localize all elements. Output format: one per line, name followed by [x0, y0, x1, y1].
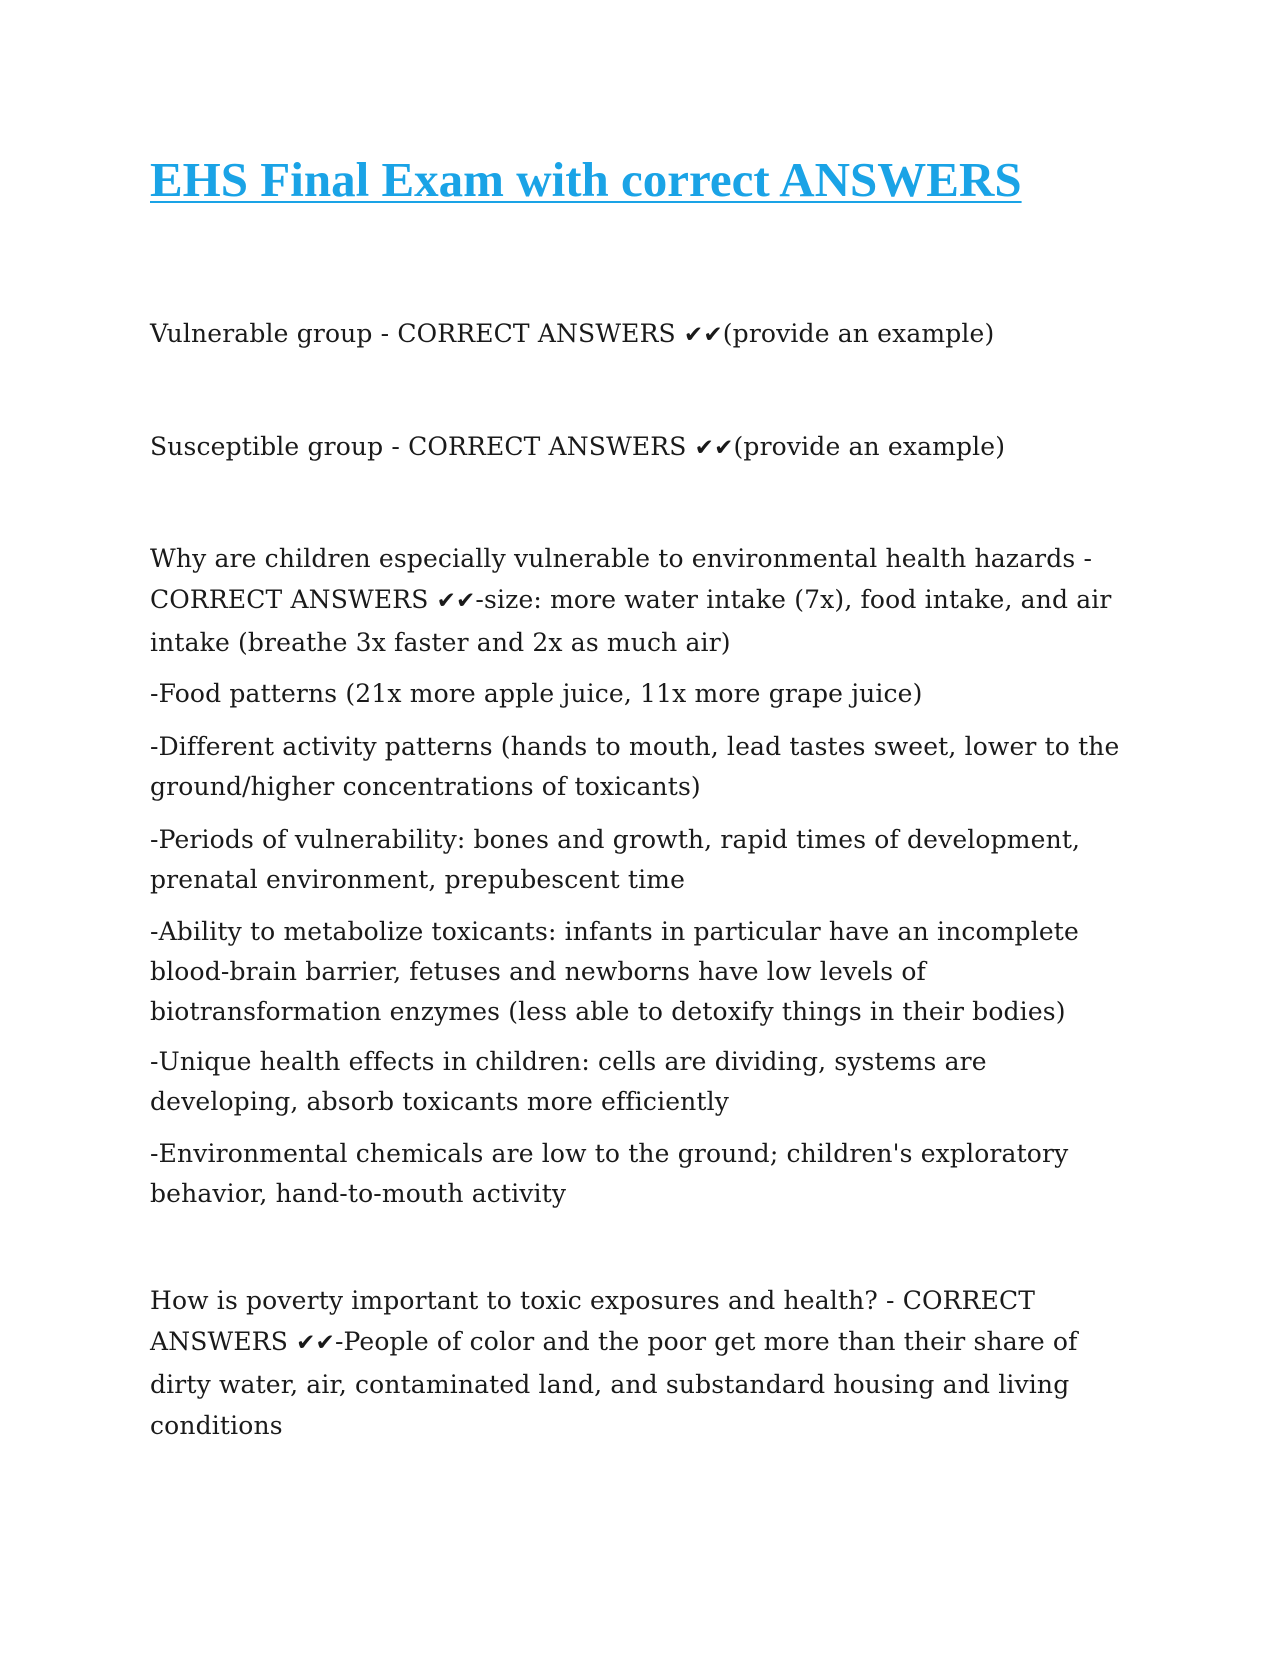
question-text: Susceptible group - CORRECT ANSWERS — [150, 432, 695, 461]
qa-item-vulnerable-group — [150, 313, 1140, 356]
answer-continuation-environmental-chemicals: -Environmental chemicals are low to the ground; children's exploratory behavior, hand-to-mouth activity — [150, 1139, 1069, 1208]
answer-text: -People of color and the poor get more than their share of dirty water, air, contaminated land, and substandard housing and living conditions — [150, 1327, 1078, 1440]
document-title: EHS Final Exam with correct ANSWERS — [150, 152, 1022, 207]
question-text: Why are children especially vulnerable to environmental health hazards - CORRECT ANSWERS — [150, 544, 1093, 614]
answer-text: (provide an example) — [722, 319, 995, 348]
answer-text: (provide an example) — [733, 432, 1006, 461]
double-checkmark-icon: ✔✔ — [296, 1330, 335, 1356]
answer-continuation-periods-of-vulnerability: -Periods of vulnerability: bones and growth, rapid times of development, prenatal environment, prepubescent time — [150, 825, 1081, 894]
answer-continuation-unique-health-effects: -Unique health effects in children: cells are dividing, systems are developing, absorb toxicants more efficiently — [150, 1047, 987, 1116]
qa-item-children-vulnerability — [150, 538, 1140, 663]
answer-continuation-metabolize-toxicants: -Ability to metabolize toxicants: infants in particular have an incomplete blood-brain barrier, fetuses and newborns have low levels of biotransformation enzymes (less able to detoxify things in their bodies) — [150, 917, 1079, 1026]
question-text: Vulnerable group - CORRECT ANSWERS — [150, 319, 684, 348]
answer-text: -size: more water intake (7x), food intake, and air intake (breathe 3x faster and 2x as much air) — [150, 585, 1112, 657]
double-checkmark-icon: ✔✔ — [694, 435, 734, 461]
double-checkmark-icon: ✔✔ — [436, 588, 476, 614]
qa-item-susceptible-group — [150, 426, 1140, 469]
question-text: How is poverty important to toxic exposures and health? - CORRECT ANSWERS — [150, 1286, 1036, 1356]
double-checkmark-icon: ✔✔ — [683, 322, 723, 348]
qa-item-poverty — [150, 1280, 1140, 1446]
answer-continuation-food-patterns: -Food patterns (21x more apple juice, 11x more grape juice) — [150, 679, 923, 708]
answer-continuation-activity-patterns: -Different activity patterns (hands to mouth, lead tastes sweet, lower to the ground/higher concentrations of toxicants) — [150, 732, 1120, 801]
